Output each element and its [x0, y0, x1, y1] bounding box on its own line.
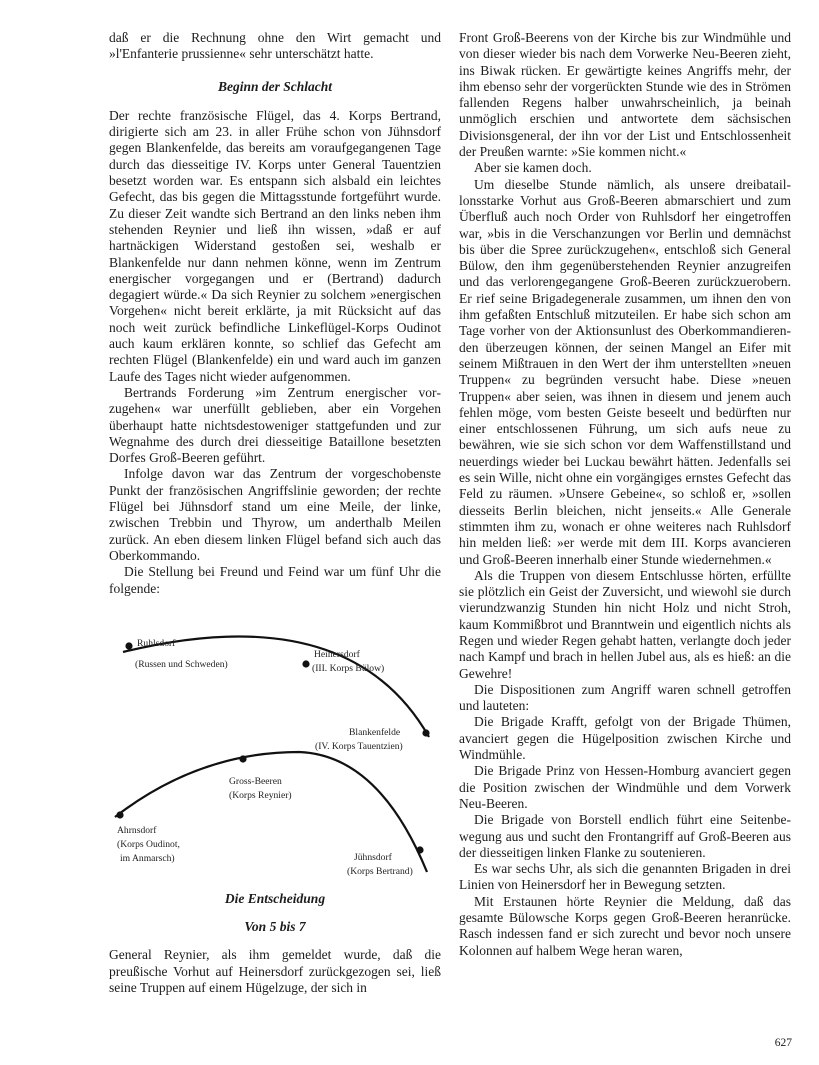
ahrnsdorf-sublabel-2: im Anmarsch): [120, 852, 175, 864]
ahrnsdorf-label: Ahrnsdorf: [117, 824, 157, 836]
grossbeeren-sublabel: (Korps Reynier): [229, 789, 292, 801]
paragraph: daß er die Rechnung ohne den Wirt gemacht und »l'Enfanterie prussienne« sehr unterschätzt hatte.: [109, 30, 441, 62]
paragraph: Die Stellung bei Freund und Feind war um fünf Uhr die folgende:: [109, 564, 441, 596]
paragraph: Um dieselbe Stunde nämlich, als unsere dreibataillonsstarke Vorhut aus Groß-Beeren abmarschiert und zum Überfluß auch noch Order von Ruhlsdorf her eingetroffen war, »bis in die Verschanzungen vor Berlin und demnächst bis über die Spree zurückzugehen«, entschloß sich General Bülow, den ihm gegenüberstehenden Reynier anzugreifen und das verlorengegangene Groß-Beeren zurückzuerobern. Er rief seine Brigadegenerale zusammen, um ihnen den von ihm gefaßten Entschluß mitzuteilen. Er habe sich schon am Tage vorher von der Aktionsunlust des Oberkommandierenden überzeugen können, der seinen Mangel an Eifer mit seinem Mißtrauen in den Wert der ihm unterstellten »neuen Truppen« zu begründen versucht habe. Diese »neuen Truppen« aber seien, was ihnen in diesem und jenem auch fehlen möge, vom besten Geiste beseelt und bedürften nur einer entschlossenen Führung, um sich aufs neue zu bewähren, wie sie sich schon vor dem Waffenstillstand und neuerdings wieder bei Luckau bewährt hätten. Jedenfalls sei es sein Wille, nicht ohne ein vorgängiges ernstes Gefecht das Feld zu räumen. »Unsere Gebeine«, so schloß er, »sollen diesseits Berlin bleichen, nicht jenseits.« Alle Generale stimmten ihm zu, wonach er ohne weiteres nach Ruhlsdorf hin melden ließ: »er werde mit dem III. Korps avancieren und Groß-Beeren innerhalb einer Stunde wiedernehmen.«: [459, 176, 791, 567]
section-heading: Die Entscheidung: [224, 890, 326, 906]
juehnsdorf-marker: [416, 846, 423, 853]
ahrnsdorf-sublabel-1: (Korps Oudinot,: [117, 838, 180, 850]
ahrnsdorf-marker: [116, 811, 123, 818]
ruhlsdorf-label: Ruhlsdorf: [137, 637, 176, 649]
paragraph: Als die Truppen von diesem Entschlusse hörten, erfüllte sie plötzlich ein Geist der Zuversicht, und wiewohl sie durch vierundzwanzig Stunden hin nicht Holz und nicht Stroh, kaum Kommißbrot und Branntwein und eigentlich nichts als Regen und wieder Regen gehabt hatten, verlangte doch jeder nach Kampf und brach in hellen Jubel aus, als es hieß: an die Gewehre!: [459, 567, 791, 681]
juehnsdorf-sublabel: (Korps Bertrand): [347, 865, 413, 877]
juehnsdorf-label: Jühnsdorf: [354, 851, 392, 863]
paragraph: Die Brigade von Borstell endlich führt eine Seitenbewegung aus und sucht den Frontangriff auf Groß-Beeren aus der diesseitigen linken Flanke zu soutenieren.: [459, 812, 791, 860]
page-number: 627: [774, 1037, 792, 1049]
blankenfelde-marker: [422, 729, 429, 736]
ruhlsdorf-sublabel: (Russen und Schweden): [135, 658, 228, 670]
paragraph: Die Brigade Prinz von Hessen-Homburg avanciert gegen die Position zwischen der Windmühle und dem Vorwerk Neu-Beeren.: [459, 763, 791, 811]
paragraph: Mit Erstaunen hörte Reynier die Meldung, daß das gesamte Bülowsche Korps gegen Groß-Beeren heranrücke. Rasch indessen fand er sich zurecht und bevor noch unsere Kolonnen auf halbem Wege heran waren,: [459, 893, 791, 958]
right-column: [459, 30, 791, 959]
paragraph: Die Brigade Krafft, gefolgt von der Brigade Thümen, avanciert gegen die Hügelposition zwischen Kirche und Windmühle.: [459, 714, 791, 763]
blankenfelde-sublabel: (IV. Korps Tauentzien): [315, 740, 403, 752]
paragraph: Infolge davon war das Zentrum der vorgeschobenste Punkt der französischen Angriffslinie geworden; der rechte Flügel bei Jühnsdorf stand um eine Meile, der linke, zwischen Trebbin und Thyrow, um anderthalb Meilen zurück. An eben diesem linken Flügel befand sich auch das Oberkommando.: [109, 466, 441, 563]
prussian-line: [123, 636, 429, 737]
battle-position-diagram: [109, 607, 441, 885]
paragraph: General Reynier, als ihm gemeldet wurde, daß die preußische Vorhut auf Heinersdorf zurückgezogen sei, ließ seine Truppen auf einem Hügelzuge, der sich in: [109, 947, 441, 995]
heinersdorf-label: Heinersdorf: [314, 648, 360, 660]
grossbeeren-marker: [239, 755, 246, 762]
heinersdorf-marker: [302, 660, 309, 667]
left-column: [109, 30, 441, 996]
paragraph: Bertrands Forderung »im Zentrum energischer vorzugehen« war unerfüllt geblieben, aber ein Vorgehen überhaupt hatte nichtsdestoweniger stattgefunden und zur Wegnahme des durch drei diesseitige Bataillone besetzten Dorfes Groß-Beeren geführt.: [109, 384, 441, 466]
paragraph: Der rechte französische Flügel, das 4. Korps Bertrand, dirigierte sich am 23. in aller Frühe schon von Jühnsdorf gegen Blankenfelde, das bereits am voraufgegangenen Tage durch das diesseitige IV. Korps unter General Tauentzien besetzt worden war. Es entspann sich alsbald ein leichtes Gefecht, das bis gegen die Mittagsstunde fortgeführt wurde. Zu dieser Zeit wandte sich Bertrand an den links neben ihm stehenden Reynier und ließ ihn wissen, »daß er auf hartnäckigen Widerstand gestoßen sei, weshalb er Blankenfelde nur dann nehmen könne, wenn im Zentrum energischer vorgegangen und er (Bertrand) dadurch degagiert würde.« Da sich Reynier zu solchem »energischen Vorgehen« nicht bereit erklärte, ja mit Rücksicht auf das noch weit zurück befindliche Linkeflügel-Korps Oudinot auch kaum erklären konnte, so schlief das Gefecht am rechten Flügel (Blankenfelde) ein und ward auch im ganzen Laufe des Tages nicht wieder aufgenommen.: [109, 107, 441, 384]
ruhlsdorf-marker: [125, 642, 132, 649]
blankenfelde-label: Blankenfelde: [349, 726, 401, 738]
paragraph: Front Groß-Beerens von der Kirche bis zur Windmühle und von dieser wieder bis nach dem Vorwerke Neu-Beeren zieht, ins Biwak rücken. Er gewärtigte keines Angriffs mehr, der ihm ebenso sehr der vorgerückten Stunde wie des in Strömen fallenden Regens halber unwahrscheinlich, ja beinah unmöglich erschien und antwortete dem sächsischen Divisionsgeneral, der ihn vor der List und Entschlossenheit der Preußen warnte: »Sie kommen nicht.«: [459, 30, 791, 160]
section-subheading: Von 5 bis 7: [244, 919, 306, 935]
paragraph: Es war sechs Uhr, als sich die genannten Brigaden in drei Linien von Heinersdorf her in Bewegung setzten.: [459, 861, 791, 893]
paragraph: Aber sie kamen doch.: [474, 160, 592, 176]
grossbeeren-label: Gross-Beeren: [229, 775, 282, 787]
heinersdorf-sublabel: (III. Korps Bülow): [312, 662, 385, 674]
paragraph: Die Dispositionen zum Angriff waren schnell getroffen und lauteten:: [459, 681, 791, 714]
section-heading: Beginn der Schlacht: [217, 78, 333, 94]
